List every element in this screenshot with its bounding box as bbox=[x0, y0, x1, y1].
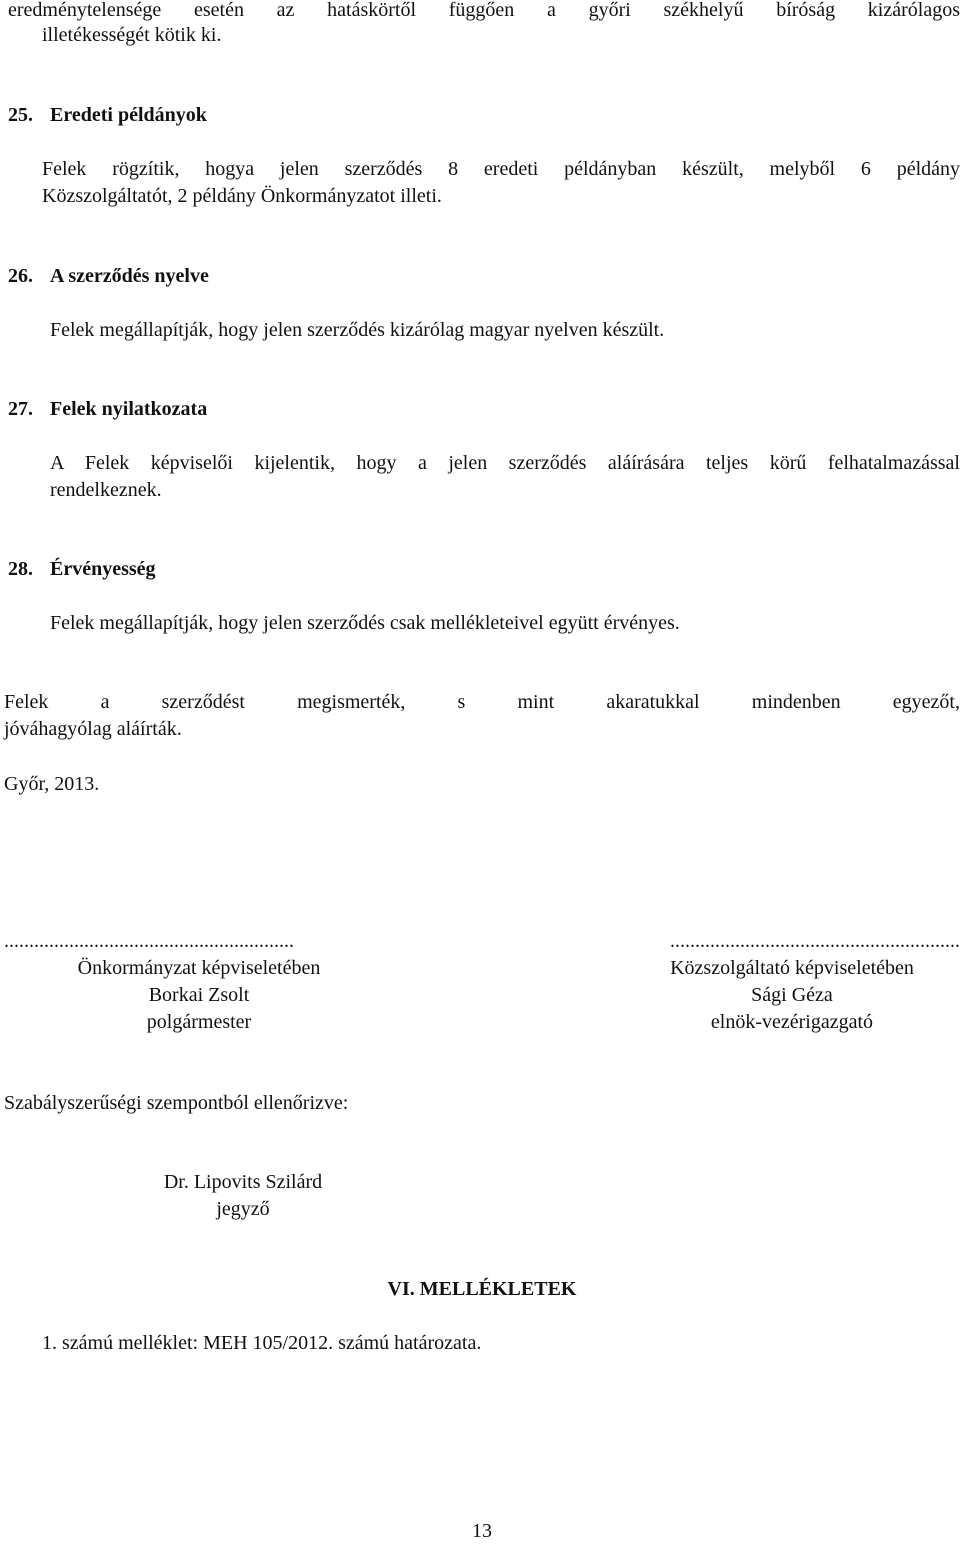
paragraph-line: Felek rögzítik, hogya jelen szerződés 8 eredeti példányban készült, melyből 6 példány bbox=[42, 158, 960, 180]
section-title: A szerződés nyelve bbox=[50, 265, 209, 287]
section-title: Érvényesség bbox=[50, 558, 156, 580]
paragraph-line: Felek megállapítják, hogy jelen szerződés csak mellékleteivel együtt érvényes. bbox=[50, 612, 680, 634]
signature-name: Borkai Zsolt bbox=[148, 984, 250, 1006]
section-number: 26. bbox=[8, 265, 33, 287]
section-title: Eredeti példányok bbox=[50, 104, 207, 126]
paragraph-line: Felek megállapítják, hogy jelen szerződés kizárólag magyar nyelven készült. bbox=[50, 319, 665, 341]
signature-title: elnök-vezérigazgató bbox=[710, 1011, 874, 1033]
annex-heading: VI. MELLÉKLETEK bbox=[387, 1278, 577, 1300]
signature-line-right bbox=[594, 928, 960, 955]
signature-role: Közszolgáltató képviseletében bbox=[670, 957, 914, 979]
closing-line: jóváhagyólag aláírták. bbox=[4, 718, 182, 740]
section-number: 28. bbox=[8, 558, 33, 580]
signature-role: Önkormányzat képviseletében bbox=[77, 957, 321, 979]
paragraph-line: Közszolgáltatót, 2 példány Önkormányzatot illeti. bbox=[42, 185, 442, 207]
paragraph-line: A Felek képviselői kijelentik, hogy a jelen szerződés aláírására teljes körű felhatalmazással bbox=[50, 452, 960, 474]
paragraph-line: eredménytelensége esetén az hatáskörtől függően a győri székhelyű bíróság kizárólagos bbox=[8, 0, 960, 21]
section-number: 27. bbox=[8, 398, 33, 420]
signature-line-left bbox=[4, 928, 390, 955]
signature-name: Sági Géza bbox=[751, 984, 833, 1006]
closing-line: Felek a szerződést megismerték, s mint akaratukkal mindenben egyezőt, bbox=[4, 691, 960, 713]
section-number: 25. bbox=[8, 104, 33, 126]
review-title: jegyző bbox=[216, 1198, 270, 1220]
signature-block-right bbox=[597, 955, 960, 1036]
place-date: Győr, 2013. bbox=[4, 773, 100, 795]
signature-dots: .......................................................... bbox=[670, 930, 960, 952]
annex-item: 1. számú melléklet: MEH 105/2012. számú határozata. bbox=[42, 1332, 482, 1354]
review-signature-block bbox=[48, 1169, 438, 1223]
signature-title: polgármester bbox=[146, 1011, 252, 1033]
paragraph-line: illetékességét kötik ki. bbox=[42, 24, 222, 46]
signature-dots: .......................................................... bbox=[4, 930, 294, 952]
review-name: Dr. Lipovits Szilárd bbox=[163, 1171, 323, 1193]
signature-block-left bbox=[4, 955, 394, 1036]
paragraph-line: rendelkeznek. bbox=[50, 479, 162, 501]
review-label: Szabályszerűségi szempontból ellenőrizve: bbox=[4, 1092, 349, 1114]
section-title: Felek nyilatkozata bbox=[50, 398, 208, 420]
page-number: 13 bbox=[472, 1520, 492, 1542]
